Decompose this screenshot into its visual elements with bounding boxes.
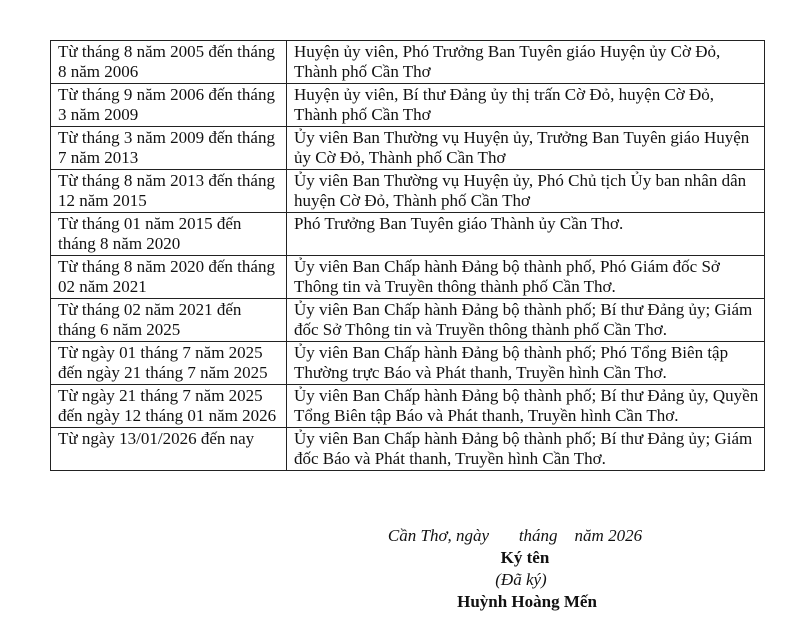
period-cell: Từ tháng 01 năm 2015 đến tháng 8 năm 2020 — [51, 213, 287, 256]
place-date: Cần Thơ, ngày tháng năm 2026 — [387, 526, 643, 545]
position-cell: Ủy viên Ban Chấp hành Đảng bộ thành phố; Bí thư Đảng ủy; Giám đốc Sở Thông tin và Truyền thông thành phố Cần Thơ. — [287, 299, 765, 342]
position-cell: Huyện ủy viên, Phó Trưởng Ban Tuyên giáo Huyện ủy Cờ Đỏ, Thành phố Cần Thơ — [287, 41, 765, 84]
period-cell: Từ tháng 8 năm 2020 đến tháng 02 năm 2021 — [51, 256, 287, 299]
table-row — [51, 41, 765, 84]
table-row — [51, 256, 765, 299]
position-cell: Ủy viên Ban Chấp hành Đảng bộ thành phố, Phó Giám đốc Sở Thông tin và Truyền thông thành phố Cần Thơ. — [287, 256, 765, 299]
signed-note: (Đã ký) — [495, 570, 547, 589]
table-row — [51, 170, 765, 213]
work-history-table — [50, 40, 765, 471]
table-row — [51, 299, 765, 342]
position-cell: Ủy viên Ban Chấp hành Đảng bộ thành phố; Bí thư Đảng ủy, Quyền Tổng Biên tập Báo và Phát thanh, Truyền hình Cần Thơ. — [287, 385, 765, 428]
table-row — [51, 84, 765, 127]
period-cell: Từ tháng 9 năm 2006 đến tháng 3 năm 2009 — [51, 84, 287, 127]
sign-label: Ký tên — [500, 548, 550, 567]
table-row — [51, 127, 765, 170]
table-row — [51, 213, 765, 256]
period-cell: Từ ngày 01 tháng 7 năm 2025 đến ngày 21 tháng 7 năm 2025 — [51, 342, 287, 385]
period-cell: Từ ngày 21 tháng 7 năm 2025 đến ngày 12 tháng 01 năm 2026 — [51, 385, 287, 428]
period-cell: Từ tháng 8 năm 2013 đến tháng 12 năm 2015 — [51, 170, 287, 213]
signer-name: Huỳnh Hoàng Mến — [457, 592, 597, 611]
table-row — [51, 385, 765, 428]
position-cell: Ủy viên Ban Chấp hành Đảng bộ thành phố; Phó Tổng Biên tập Thường trực Báo và Phát thanh, Truyền hình Cần Thơ. — [287, 342, 765, 385]
position-cell: Ủy viên Ban Thường vụ Huyện ủy, Trưởng Ban Tuyên giáo Huyện ủy Cờ Đỏ, Thành phố Cần Thơ — [287, 127, 765, 170]
period-cell: Từ tháng 8 năm 2005 đến tháng 8 năm 2006 — [51, 41, 287, 84]
work-history-body — [51, 41, 765, 471]
position-cell: Phó Trưởng Ban Tuyên giáo Thành ủy Cần Thơ. — [287, 213, 765, 256]
signature-block — [370, 525, 660, 613]
table-row — [51, 342, 765, 385]
period-cell: Từ ngày 13/01/2026 đến nay — [51, 428, 287, 471]
period-cell: Từ tháng 02 năm 2021 đến tháng 6 năm 2025 — [51, 299, 287, 342]
position-cell: Ủy viên Ban Chấp hành Đảng bộ thành phố; Bí thư Đảng ủy; Giám đốc Báo và Phát thanh, Truyền hình Cần Thơ. — [287, 428, 765, 471]
table-row — [51, 428, 765, 471]
period-cell: Từ tháng 3 năm 2009 đến tháng 7 năm 2013 — [51, 127, 287, 170]
position-cell: Ủy viên Ban Thường vụ Huyện ủy, Phó Chủ tịch Ủy ban nhân dân huyện Cờ Đỏ, Thành phố Cần Thơ — [287, 170, 765, 213]
position-cell: Huyện ủy viên, Bí thư Đảng ủy thị trấn Cờ Đỏ, huyện Cờ Đỏ, Thành phố Cần Thơ — [287, 84, 765, 127]
